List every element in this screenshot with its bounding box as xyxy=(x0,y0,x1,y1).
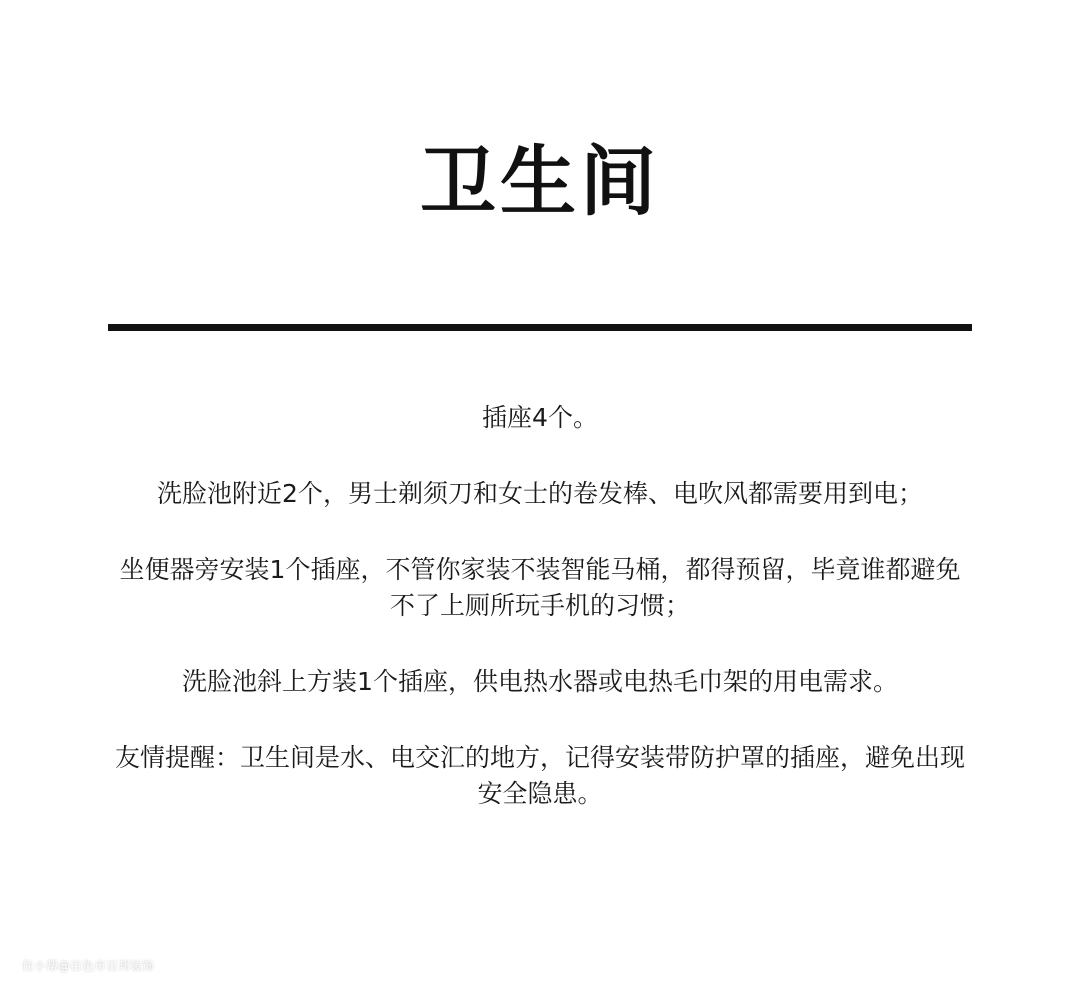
paragraph-line: 洗脸池斜上方装1个插座，供电热水器或电热毛巾架的用电需求。 xyxy=(182,667,898,696)
paragraph-water-heater xyxy=(40,664,1040,700)
watermark: 住小帮@百色市百邦装饰 xyxy=(22,959,155,973)
paragraph-line: 插座4个。 xyxy=(482,403,598,432)
page-title: 卫生间 xyxy=(420,137,660,226)
paragraph-socket-count xyxy=(40,400,1040,436)
article-body xyxy=(40,400,1040,852)
paragraph-line: 不了上厕所玩手机的习惯； xyxy=(389,591,690,620)
title-divider xyxy=(108,324,972,331)
paragraph-line: 安全隐患。 xyxy=(477,779,603,808)
paragraph-line: 洗脸池附近2个，男士剃须刀和女士的卷发棒、电吹风都需要用到电； xyxy=(157,479,923,508)
paragraph-line: 坐便器旁安装1个插座，不管你家装不装智能马桶，都得预留，毕竟谁都避免 xyxy=(119,555,961,584)
paragraph-line: 友情提醒：卫生间是水、电交汇的地方，记得安装带防护罩的插座，避免出现 xyxy=(114,743,965,772)
paragraph-washbasin xyxy=(40,476,1040,512)
paragraph-toilet xyxy=(40,552,1040,624)
paragraph-reminder xyxy=(40,740,1040,812)
